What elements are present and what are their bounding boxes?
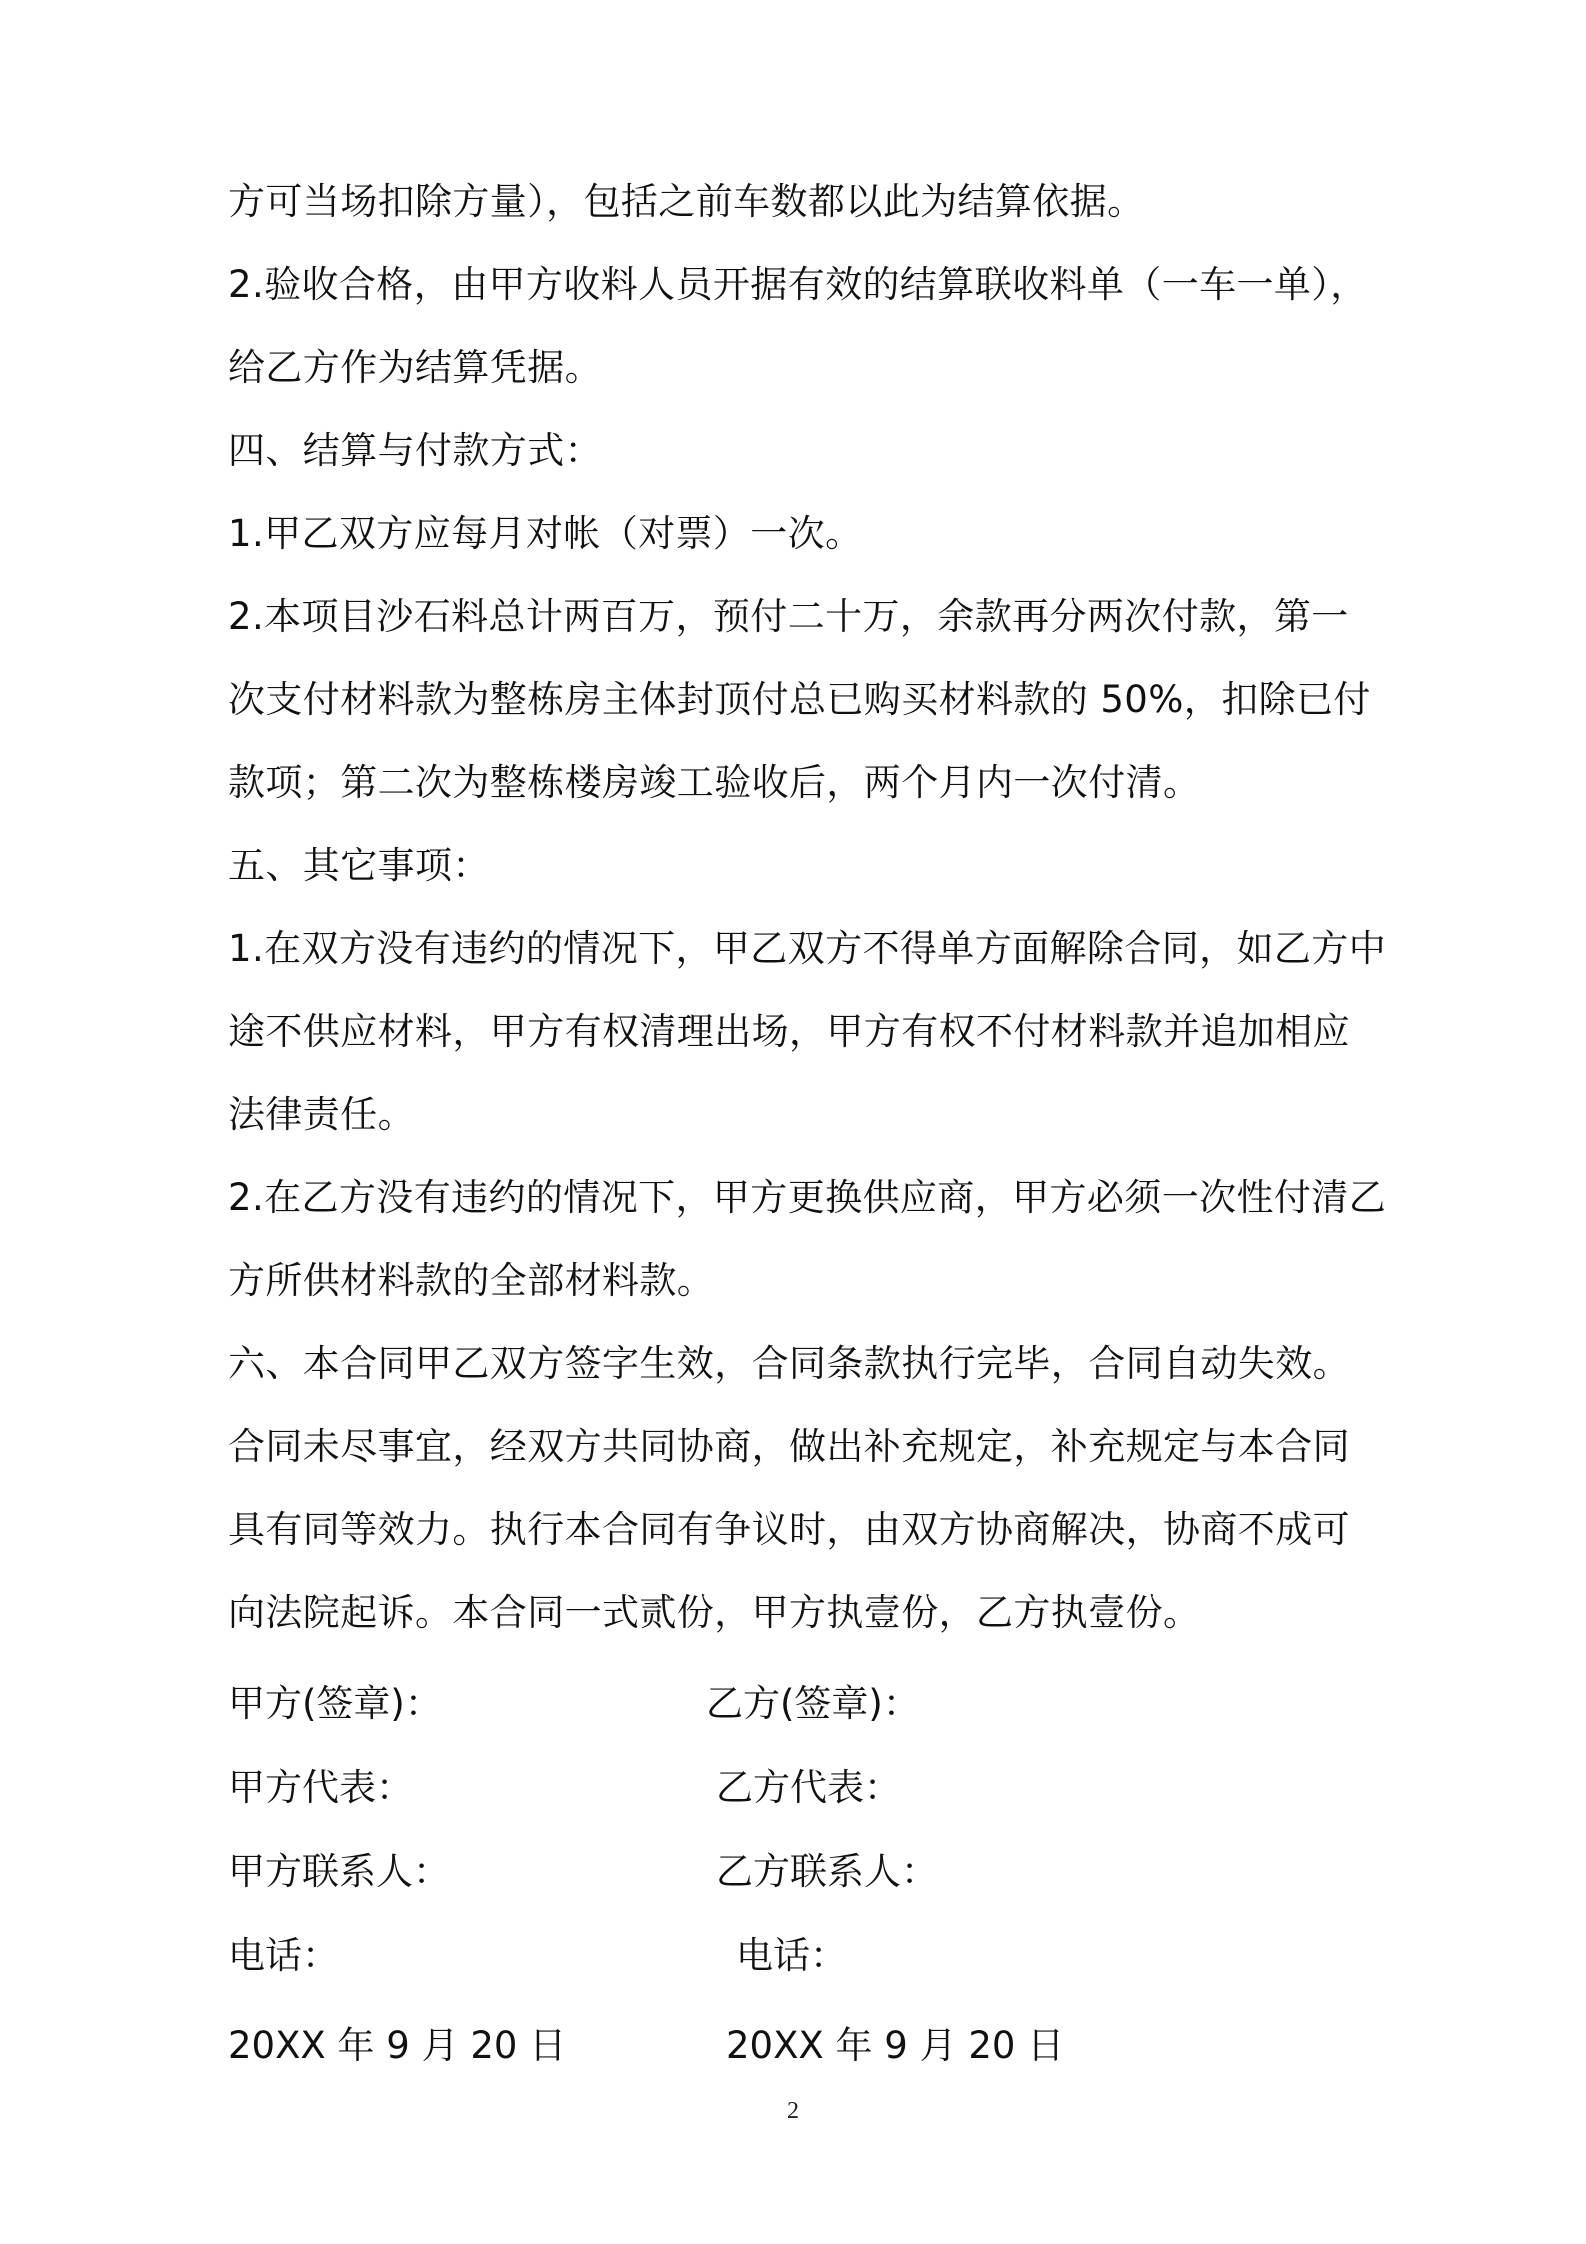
section-heading-effectiveness: 六、本合同甲乙双方签字生效，合同条款执行完毕，合同自动失效。	[228, 1342, 1350, 1385]
party-a-contact-label: 甲方联系人：	[228, 1850, 450, 1893]
signature-row-phone	[228, 1914, 1378, 1998]
body-line: 给乙方作为结算凭据。	[228, 346, 602, 389]
body-line: 合同未尽事宜，经双方共同协商，做出补充规定，补充规定与本合同	[228, 1425, 1350, 1468]
party-b-date: 20XX 年 9 月 20 日	[726, 2024, 1065, 2067]
page-number: 2	[787, 2098, 799, 2124]
party-b-rep-label: 乙方代表：	[716, 1766, 901, 1809]
body-line: 2.在乙方没有违约的情况下，甲方更换供应商，甲方必须一次性付清乙	[228, 1176, 1387, 1219]
party-a-seal-label: 甲方(签章)：	[228, 1682, 442, 1725]
signature-row-representative	[228, 1746, 1378, 1830]
signature-row-contact	[228, 1830, 1378, 1914]
signature-date-row	[228, 2004, 1378, 2088]
party-a-phone-label: 电话：	[228, 1934, 339, 1977]
party-a-rep-label: 甲方代表：	[228, 1766, 413, 1809]
body-line: 2.验收合格，由甲方收料人员开据有效的结算联收料单（一车一单），	[228, 263, 1368, 306]
signature-block	[228, 1662, 1378, 1998]
section-heading-other-matters: 五、其它事项：	[228, 844, 490, 887]
body-line: 方所供材料款的全部材料款。	[228, 1259, 715, 1302]
body-line: 1.甲乙双方应每月对帐（对票）一次。	[228, 512, 863, 555]
body-line: 具有同等效力。执行本合同有争议时，由双方协商解决，协商不成可	[228, 1508, 1350, 1551]
signature-row-seal	[228, 1662, 1378, 1746]
party-b-contact-label: 乙方联系人：	[716, 1850, 938, 1893]
body-line: 法律责任。	[228, 1093, 415, 1136]
body-line: 方可当场扣除方量），包括之前车数都以此为结算依据。	[228, 180, 1145, 223]
body-line: 向法院起诉。本合同一式贰份，甲方执壹份，乙方执壹份。	[228, 1591, 1201, 1634]
body-line: 1.在双方没有违约的情况下，甲乙双方不得单方面解除合同，如乙方中	[228, 927, 1387, 970]
body-line: 款项；第二次为整栋楼房竣工验收后，两个月内一次付清。	[228, 761, 1201, 804]
body-line: 途不供应材料，甲方有权清理出场，甲方有权不付材料款并追加相应	[228, 1010, 1350, 1053]
body-line: 次支付材料款为整栋房主体封顶付总已购买材料款的 50%，扣除已付	[228, 678, 1371, 721]
party-b-seal-label: 乙方(签章)：	[706, 1682, 920, 1725]
contract-body	[228, 160, 1387, 1654]
party-a-date: 20XX 年 9 月 20 日	[228, 2024, 567, 2067]
body-line: 2.本项目沙石料总计两百万，预付二十万，余款再分两次付款，第一	[228, 595, 1349, 638]
party-b-phone-label: 电话：	[736, 1934, 847, 1977]
section-heading-settlement: 四、结算与付款方式：	[228, 429, 602, 472]
